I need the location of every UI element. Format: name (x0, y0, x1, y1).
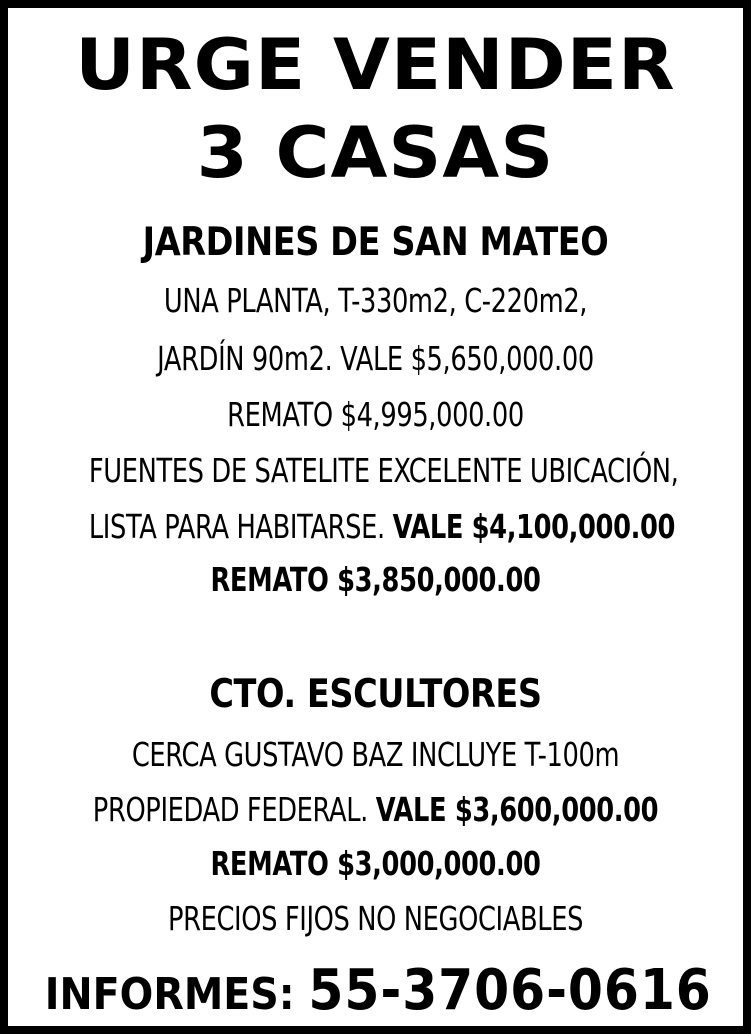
fixed-prices-note: PRECIOS FIJOS NO NEGOCIABLES (167, 899, 584, 938)
listing-1-line-1: UNA PLANTA, T-330m2, C-220m2, (163, 281, 588, 320)
contact-label: INFORMES: (44, 969, 309, 1020)
listing-3-description: PROPIEDAD FEDERAL. (92, 790, 376, 829)
listing-3-line-2 (89, 790, 662, 829)
listing-3-title: CTO. ESCULTORES (209, 672, 542, 717)
listing-2-price: VALE $4,100,000.00 (392, 507, 676, 546)
phone-number: 55-3706-0616 (308, 958, 712, 1023)
headline-line-1: URGE VENDER (75, 24, 676, 106)
listing-3-line-3: REMATO $3,000,000.00 (210, 844, 541, 883)
listing-1-title: JARDINES DE SAN MATEO (142, 220, 609, 265)
listing-2-line-2 (88, 507, 676, 546)
listing-2-line-1: FUENTES DE SATELITE EXCELENTE UBICACIÓN, (88, 451, 679, 490)
listing-2-line-3: REMATO $3,850,000.00 (210, 560, 541, 599)
contact-line (44, 958, 712, 1023)
listing-3-line-1: CERCA GUSTAVO BAZ INCLUYE T-100m (131, 735, 620, 774)
listing-1-line-2: JARDÍN 90m2. VALE $5,650,000.00 (157, 339, 594, 378)
headline-line-2: 3 CASAS (196, 112, 555, 194)
listing-1-line-3: REMATO $4,995,000.00 (227, 395, 524, 434)
listing-2-description: LISTA PARA HABITARSE. (88, 507, 393, 546)
listing-3-price: VALE $3,600,000.00 (375, 790, 659, 829)
